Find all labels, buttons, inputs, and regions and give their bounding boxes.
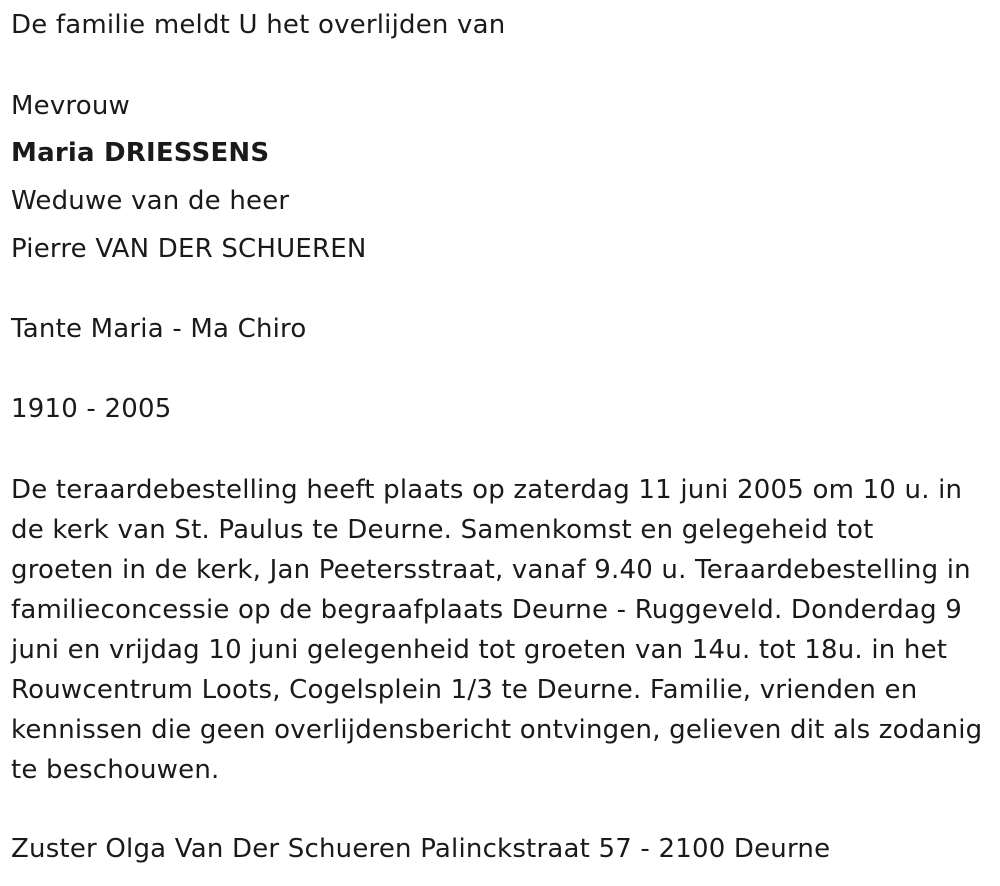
funeral-details-line: familieconcessie op de begraafplaats Deurne - Ruggeveld. Donderdag 9 xyxy=(11,595,962,625)
funeral-details-line: De teraardebestelling heeft plaats op zaterdag 11 juni 2005 om 10 u. in xyxy=(11,475,963,505)
husband-name: Pierre VAN DER SCHUEREN xyxy=(11,234,367,264)
funeral-details-line: Rouwcentrum Loots, Cogelsplein 1/3 te Deurne. Familie, vrienden en xyxy=(11,675,918,705)
contact-address: Zuster Olga Van Der Schueren Palinckstraat 57 - 2100 Deurne xyxy=(11,834,831,864)
funeral-details-line: juni en vrijdag 10 juni gelegenheid tot groeten van 14u. tot 18u. in het xyxy=(11,635,948,665)
funeral-details-line: kennissen die geen overlijdensbericht ontvingen, gelieven dit als zodanig xyxy=(11,715,983,745)
funeral-details-line: groeten in de kerk, Jan Peetersstraat, vanaf 9.40 u. Teraardebestelling in xyxy=(11,555,971,585)
nickname-text: Tante Maria - Ma Chiro xyxy=(11,314,307,344)
honorific-title: Mevrouw xyxy=(11,91,130,121)
deceased-name: Maria DRIESSENS xyxy=(11,138,270,168)
intro-text: De familie meldt U het overlijden van xyxy=(11,10,506,40)
life-years: 1910 - 2005 xyxy=(11,394,172,424)
widow-of-text: Weduwe van de heer xyxy=(11,186,290,216)
funeral-details-line: de kerk van St. Paulus te Deurne. Samenkomst en gelegeheid tot xyxy=(11,515,874,545)
funeral-details-line: te beschouwen. xyxy=(11,755,220,785)
funeral-details-paragraph xyxy=(11,470,991,790)
